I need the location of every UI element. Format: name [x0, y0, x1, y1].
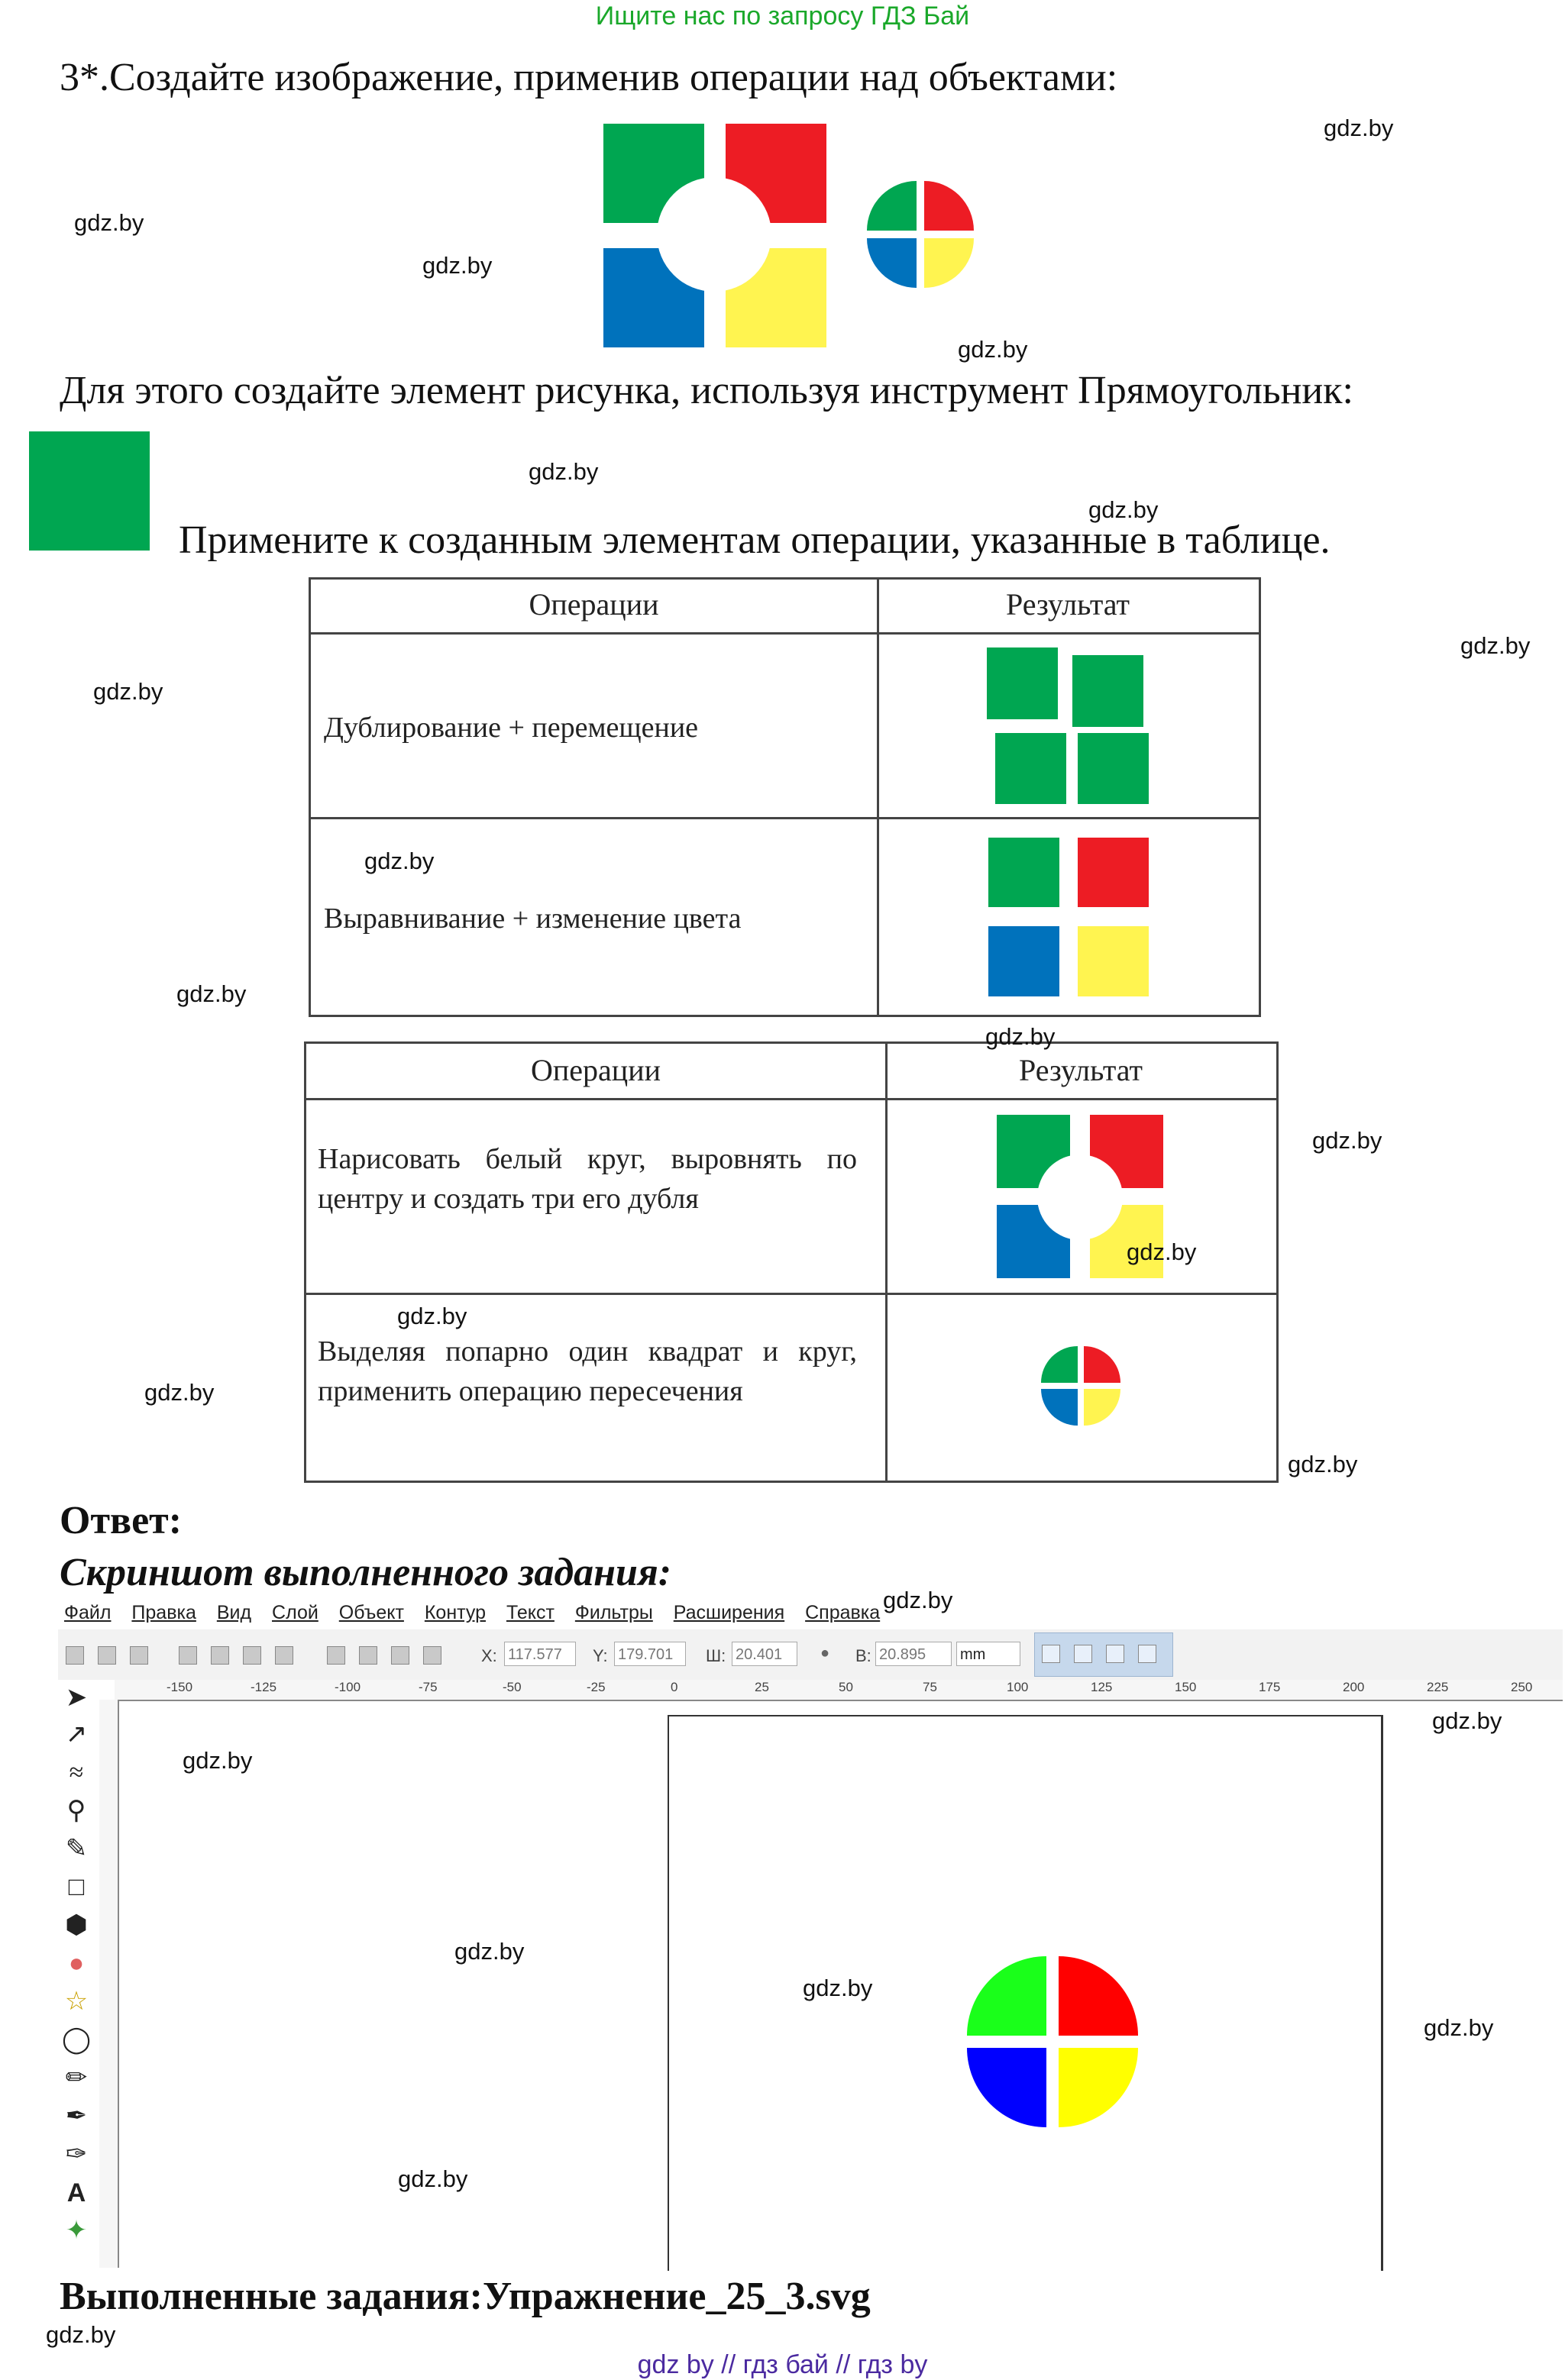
raise-icon[interactable] — [359, 1646, 377, 1665]
table-2-header-result: Результат — [1018, 1053, 1143, 1087]
watermark: gdz.by — [1312, 1127, 1382, 1154]
ruler-tick-label: -150 — [167, 1680, 193, 1694]
watermark: gdz.by — [803, 1975, 873, 2001]
spiral-tool-icon[interactable]: ◯ — [61, 2026, 92, 2054]
measure-tool-icon[interactable]: ✎ — [65, 1835, 88, 1863]
lower-to-bottom-icon[interactable] — [423, 1646, 441, 1665]
watermark: gdz.by — [958, 336, 1028, 363]
h-input[interactable]: 20.895 — [875, 1642, 952, 1666]
menu-bar — [64, 1602, 895, 1624]
t1-r1-green-square — [1078, 733, 1149, 804]
watermark: gdz.by — [176, 980, 247, 1007]
t1-r1-green-square — [1072, 655, 1143, 727]
task-title: 3*.Создайте изображение, применив операции над объектами: — [60, 56, 1118, 99]
watermark: gdz.by — [1432, 1707, 1502, 1734]
table-1-header-operations: Операции — [529, 587, 659, 622]
raise-to-top-icon[interactable] — [327, 1646, 345, 1665]
select-all-layers-icon[interactable] — [98, 1646, 116, 1665]
deselect-icon[interactable] — [130, 1646, 148, 1665]
t1-r2-yellow-square — [1078, 926, 1149, 996]
ruler-tick-label: -100 — [335, 1680, 361, 1694]
spray-tool-icon[interactable]: ✦ — [65, 2217, 88, 2245]
watermark: gdz.by — [364, 848, 435, 874]
watermark: gdz.by — [46, 2321, 116, 2348]
lower-icon[interactable] — [391, 1646, 409, 1665]
move-patterns-icon[interactable] — [1138, 1645, 1156, 1663]
result-quadrant-circle[interactable] — [964, 1953, 1141, 2130]
menu-extensions[interactable]: Расширения — [673, 1602, 785, 1623]
pen-tool-icon[interactable]: ✒ — [65, 2102, 88, 2130]
top-banner: Ищите нас по запросу ГДЗ Бай — [595, 2, 970, 31]
scale-stroke-icon[interactable] — [1042, 1645, 1060, 1663]
t1-r2-blue-square — [988, 926, 1059, 996]
ruler-tick-label: -50 — [503, 1680, 522, 1694]
t1-r1-green-square — [987, 647, 1058, 719]
watermark: gdz.by — [985, 1023, 1056, 1050]
watermark: gdz.by — [1424, 2014, 1494, 2041]
rectangle-tool-icon[interactable]: □ — [68, 1873, 85, 1901]
watermark: gdz.by — [398, 2165, 468, 2192]
t1-r2-green-square — [988, 838, 1059, 907]
ruler-tick-label: -25 — [587, 1680, 606, 1694]
x-label: X: — [481, 1646, 497, 1665]
watermark: gdz.by — [397, 1303, 467, 1329]
calligraphy-tool-icon[interactable]: ✑ — [65, 2140, 88, 2168]
tweak-tool-icon[interactable]: ≈ — [69, 1758, 84, 1787]
ruler-tick-label: -125 — [251, 1680, 277, 1694]
ruler-tick-label: 75 — [923, 1680, 937, 1694]
hero-white-circle — [657, 177, 771, 292]
t1-r1-green-square — [995, 733, 1066, 804]
sample-green-rectangle — [29, 431, 150, 551]
screenshot-label: Скриншот выполненного задания: — [60, 1551, 672, 1594]
ruler-tick-label: 100 — [1007, 1680, 1029, 1694]
node-tool-icon[interactable]: ↗ — [65, 1720, 88, 1749]
watermark: gdz.by — [93, 678, 163, 705]
table-2-row-2-operation: Выделяя попарно один квадрат и круг, применить операцию пересечения — [318, 1335, 857, 1407]
ruler-tick-label: 25 — [755, 1680, 769, 1694]
menu-layer[interactable]: Слой — [272, 1602, 318, 1623]
scale-corners-icon[interactable] — [1074, 1645, 1092, 1663]
watermark: gdz.by — [74, 209, 144, 236]
t2-r2-quadrant-circle — [1039, 1344, 1123, 1428]
selector-tool-icon[interactable]: ➤ — [65, 1684, 88, 1712]
menu-file[interactable]: Файл — [64, 1602, 112, 1623]
move-gradients-icon[interactable] — [1106, 1645, 1124, 1663]
menu-help[interactable]: Справка — [805, 1602, 881, 1623]
text-tool-icon[interactable]: A — [66, 2178, 86, 2207]
table-2-row-1-operation: Нарисовать белый круг, выровнять по центру и создать три его дубля — [318, 1143, 857, 1215]
menu-text[interactable]: Текст — [506, 1602, 555, 1623]
menu-filters[interactable]: Фильтры — [574, 1602, 653, 1623]
w-label: Ш: — [706, 1646, 726, 1665]
watermark: gdz.by — [183, 1747, 253, 1774]
rotate-cw-icon[interactable] — [211, 1646, 229, 1665]
ruler-tick-label: -75 — [419, 1680, 438, 1694]
lock-icon[interactable]: ● — [820, 1645, 830, 1661]
3d-box-tool-icon[interactable]: ⬢ — [65, 1911, 88, 1939]
menu-object[interactable]: Объект — [338, 1602, 404, 1623]
x-input[interactable]: 117.577 — [504, 1642, 576, 1666]
table-1-row-2-operation: Выравнивание + изменение цвета — [324, 903, 742, 935]
bottom-banner: gdz by // гдз бай // гдз by — [637, 2350, 928, 2379]
watermark: gdz.by — [422, 252, 493, 279]
ellipse-tool-icon[interactable]: ● — [68, 1949, 85, 1978]
ruler-tick-label: 175 — [1259, 1680, 1281, 1694]
zoom-tool-icon[interactable]: ⚲ — [66, 1797, 86, 1825]
table-2-header-operations: Операции — [530, 1053, 661, 1087]
watermark: gdz.by — [1127, 1238, 1197, 1265]
rotate-ccw-icon[interactable] — [179, 1646, 197, 1665]
ruler-tick-label: 150 — [1175, 1680, 1197, 1694]
watermark: gdz.by — [1324, 115, 1394, 141]
ruler-tick-label: 125 — [1091, 1680, 1113, 1694]
t2-r1-white-circle — [1037, 1154, 1123, 1240]
unit-select[interactable]: mm — [956, 1642, 1020, 1666]
answer-label: Ответ: — [60, 1499, 183, 1542]
ruler-tick-label: 50 — [839, 1680, 853, 1694]
task-instruction: Для этого создайте элемент рисунка, используя инструмент Прямоугольник: — [60, 369, 1353, 412]
ruler-tick-label: 200 — [1343, 1680, 1365, 1694]
watermark: gdz.by — [1088, 496, 1159, 523]
watermark: gdz.by — [1460, 632, 1531, 659]
hero-quadrant-circle — [863, 177, 978, 292]
watermark: gdz.by — [529, 458, 599, 485]
ruler-tick-label: 250 — [1511, 1680, 1533, 1694]
ruler-tick-label: 225 — [1427, 1680, 1449, 1694]
watermark: gdz.by — [144, 1379, 215, 1406]
select-all-icon[interactable] — [66, 1646, 84, 1665]
menu-path[interactable]: Контур — [424, 1602, 486, 1623]
table-1-row-1-operation: Дублирование + перемещение — [324, 712, 699, 744]
ruler-tick-label: 0 — [671, 1680, 678, 1694]
task-apply: Примените к созданным элементам операции, указанные в таблице. — [179, 518, 1331, 562]
menu-view[interactable]: Вид — [216, 1602, 252, 1623]
flip-vertical-icon[interactable] — [275, 1646, 293, 1665]
w-input[interactable]: 20.401 — [732, 1642, 797, 1666]
t1-r2-red-square — [1078, 838, 1149, 907]
done-label: Выполненные задания:Упражнение_25_3.svg — [60, 2275, 871, 2318]
table-1-header-result: Результат — [1005, 587, 1130, 622]
pencil-tool-icon[interactable]: ✏ — [65, 2064, 88, 2092]
h-label: В: — [855, 1646, 871, 1665]
y-input[interactable]: 179.701 — [614, 1642, 686, 1666]
menu-edit[interactable]: Правка — [131, 1602, 196, 1623]
y-label: Y: — [593, 1646, 608, 1665]
vertical-ruler — [99, 1700, 119, 2268]
star-tool-icon[interactable]: ☆ — [64, 1988, 89, 2016]
flip-horizontal-icon[interactable] — [243, 1646, 261, 1665]
watermark: gdz.by — [454, 1938, 525, 1965]
watermark: gdz.by — [1288, 1451, 1358, 1477]
watermark: gdz.by — [883, 1587, 953, 1613]
